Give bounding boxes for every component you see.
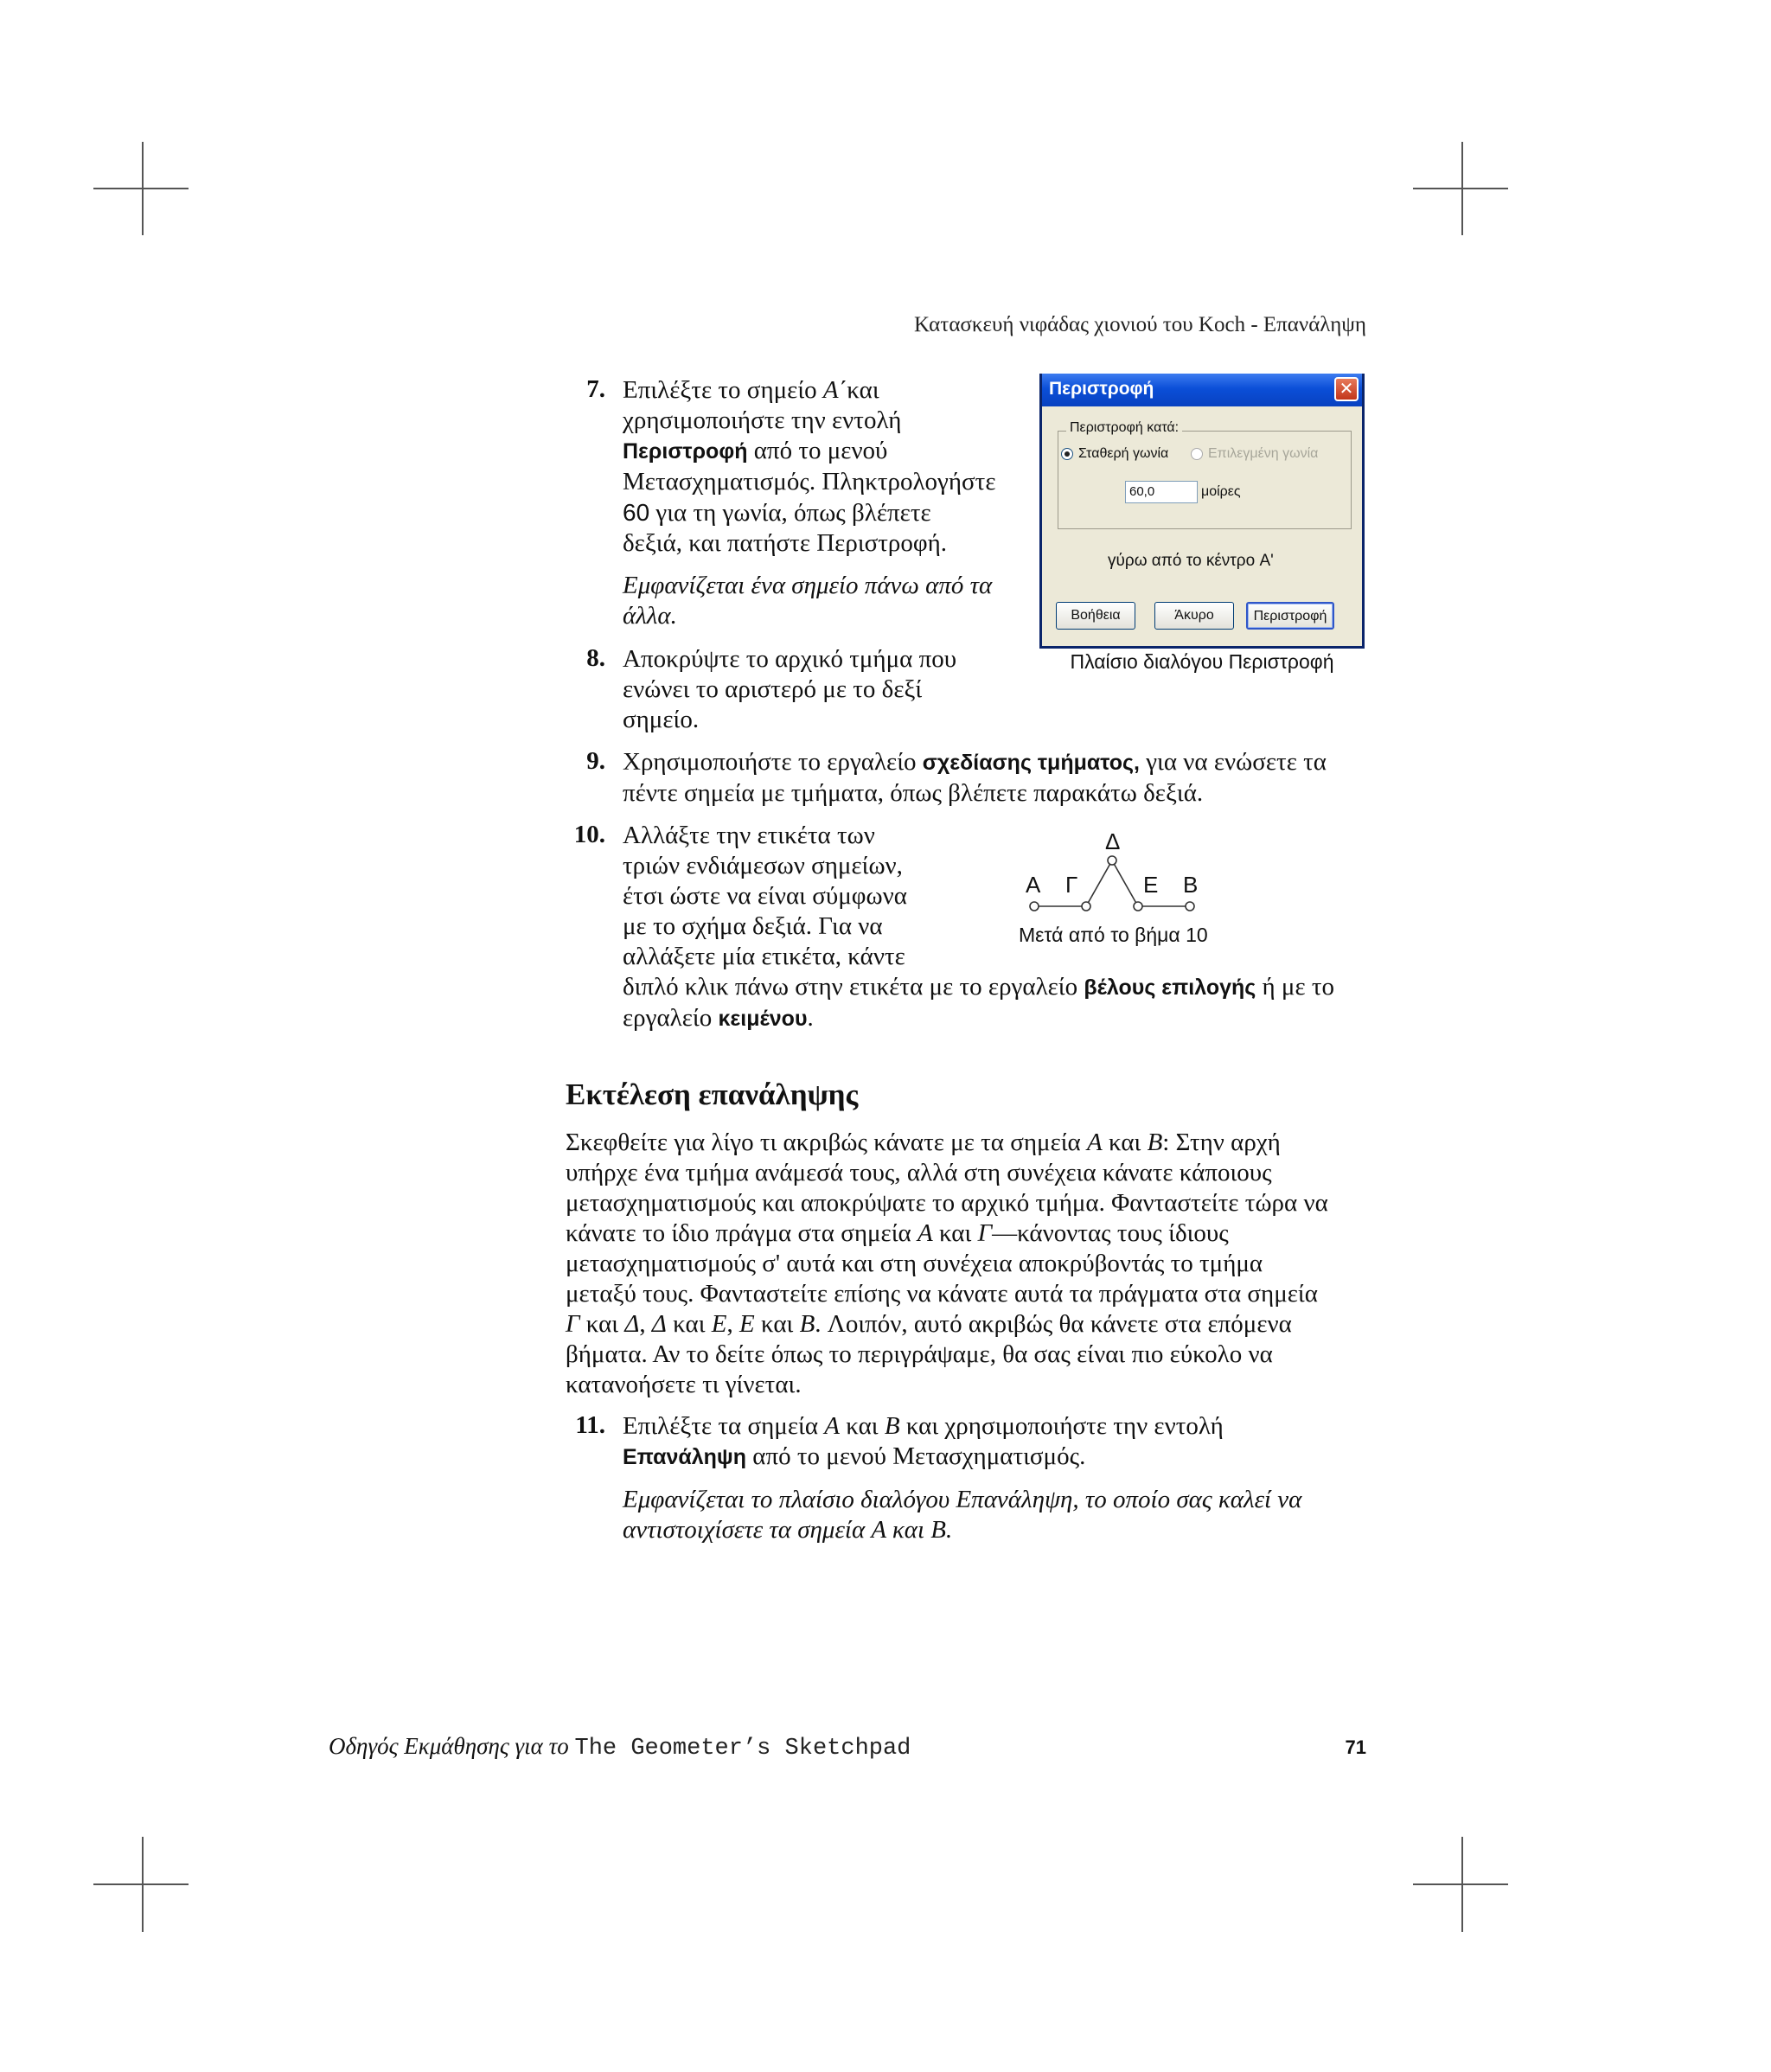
step-number: 7. xyxy=(586,375,605,403)
tool-name: κειμένου xyxy=(718,1007,808,1031)
point xyxy=(1134,902,1142,911)
point-label: A xyxy=(1026,872,1041,898)
text-line: δεξιά, και πατήστε Περιστροφή. xyxy=(623,529,948,557)
text-line: αλλάξετε μία ετικέτα, κάντε xyxy=(623,943,905,970)
point-label: Ε xyxy=(1143,872,1159,898)
footer-guide-title: Οδηγός Εκμάθησης για το xyxy=(329,1733,575,1759)
point-label: Γ xyxy=(1065,872,1078,898)
paragraph-line: βήματα. Αν το δείτε όπως το περιγράψαμε, θα σας είναι πιο εύκολο να xyxy=(566,1340,1273,1368)
text-line: με το σχήμα δεξιά. Για να xyxy=(623,912,883,940)
text-line: σημείο. xyxy=(623,706,700,733)
dialog-title: Περιστροφή xyxy=(1049,379,1154,399)
dialog-caption: Πλαίσιο διαλόγου Περιστροφή xyxy=(1070,650,1334,673)
step-9-text xyxy=(623,747,1384,809)
text-line: τριών ενδιάμεσων σημείων, xyxy=(623,852,903,879)
crop-mark xyxy=(1413,188,1508,189)
point xyxy=(1082,902,1090,911)
unit-label: μοίρες xyxy=(1201,484,1241,499)
dialog-title-bar[interactable] xyxy=(1042,374,1362,406)
point-label: B xyxy=(1183,872,1199,898)
step-note: Εμφανίζεται ένα σημείο πάνω από τα xyxy=(623,572,993,599)
segment xyxy=(1086,860,1112,906)
step-number: 11. xyxy=(575,1411,605,1439)
point-label: Δ xyxy=(1105,828,1121,854)
text-line: Χρησιμοποιήστε το εργαλείο σχεδίασης τμήματος, για να ενώσετε τα xyxy=(623,748,1327,776)
paragraph-line: κάνατε το ίδιο πράγμα στα σημεία A και Γ—κάνοντας τους ίδιους xyxy=(566,1219,1229,1247)
text-line: Επιλέξτε τα σημεία A και B και χρησιμοποιήστε την εντολή xyxy=(623,1412,1224,1440)
text-line: έτσι ώστε να είναι σύμφωνα xyxy=(623,882,907,910)
step-note: άλλα. xyxy=(623,602,677,630)
radio-marked-label: Επιλεγμένη γωνία xyxy=(1208,446,1319,461)
crop-mark xyxy=(1413,1883,1508,1885)
paragraph-line: μεταξύ τους. Φανταστείτε επίσης να κάνατε αυτά τα πράγματα στα σημεία xyxy=(566,1280,1318,1308)
text-line: Περιστροφή από το μενού xyxy=(623,437,888,464)
tool-name: σχεδίασης τμήματος, xyxy=(922,751,1140,775)
point xyxy=(1186,902,1194,911)
paragraph-line: Γ και Δ, Δ και E, E και B. Λοιπόν, αυτό ακριβώς θα κάνετε στα επόμενα xyxy=(566,1310,1292,1338)
crop-mark xyxy=(93,1883,189,1885)
paragraph-line: υπήρχε ένα τμήμα ανάμεσά τους, αλλά στη συνέχεια κάνατε κάποιους xyxy=(566,1159,1272,1186)
paragraph-line: Σκεφθείτε για λίγο τι ακριβώς κάνατε με τα σημεία A και B: Στην αρχή xyxy=(566,1129,1281,1156)
paragraph-line: κατανοήσετε τι γίνεται. xyxy=(566,1371,802,1398)
paragraph-line: μετασχηματισμούς και αποκρύψατε το αρχικό τμήμα. Φανταστείτε τώρα να xyxy=(566,1189,1328,1217)
section-paragraph xyxy=(566,1128,1378,1400)
text-line: Αποκρύψτε το αρχικό τμήμα που xyxy=(623,645,957,673)
running-header: Κατασκευή νιφάδας χιονιού του Koch - Επανάληψη xyxy=(914,313,1366,336)
text-line: Μετασχηματισμός. Πληκτρολογήστε xyxy=(623,468,996,496)
text-line: χρησιμοποιήστε την εντολή xyxy=(623,406,902,434)
rotate-button[interactable]: Περιστροφή xyxy=(1246,602,1334,630)
text-line: πέντε σημεία με τμήματα, όπως βλέπετε παρακάτω δεξιά. xyxy=(623,779,1204,807)
step-note: Εμφανίζεται το πλαίσιο διαλόγου Επανάληψη, το οποίο σας καλεί να xyxy=(623,1486,1302,1513)
footer-product-name: The Geometer’s Sketchpad xyxy=(574,1736,911,1762)
text-line: 60 για τη γωνία, όπως βλέπετε xyxy=(623,499,931,527)
radio-selected-dot xyxy=(1065,451,1070,457)
step-number: 9. xyxy=(586,747,605,775)
step-10-text xyxy=(623,821,1384,1034)
step-7-text xyxy=(623,375,1029,631)
text-line: Επανάληψη από το μενού Μετασχηματισμός. xyxy=(623,1442,1086,1470)
help-button[interactable]: Βοήθεια xyxy=(1056,602,1135,630)
segment xyxy=(1112,860,1138,906)
step-number: 8. xyxy=(586,644,605,672)
command-name: Επανάληψη xyxy=(623,1445,747,1469)
page-number: 71 xyxy=(1345,1736,1366,1758)
text-line: Αλλάξτε την ετικέτα των xyxy=(623,822,875,849)
close-icon[interactable]: ✕ xyxy=(1334,377,1359,401)
text-line: Επιλέξτε το σημείο A΄και xyxy=(623,376,879,404)
step-note: αντιστοιχίσετε τα σημεία A και B. xyxy=(623,1516,953,1544)
figure-caption: Μετά από το βήμα 10 xyxy=(1019,924,1208,946)
point xyxy=(1030,902,1039,911)
koch-figure xyxy=(1010,822,1218,917)
rotate-dialog xyxy=(1039,374,1365,649)
tool-name: βέλους επιλογής xyxy=(1084,975,1256,1000)
step-number: 10. xyxy=(573,821,605,848)
crop-mark xyxy=(93,188,189,189)
text-line: ενώνει το αριστερό με το δεξί xyxy=(623,675,923,703)
section-heading: Εκτέλεση επανάληψης xyxy=(566,1078,859,1111)
radio-marked-angle[interactable] xyxy=(1191,448,1203,460)
step-11-text xyxy=(623,1411,1384,1545)
text-line: διπλό κλικ πάνω στην ετικέτα με το εργαλείο βέλους επιλογής ή με το xyxy=(623,973,1335,1001)
radio-fixed-label: Σταθερή γωνία xyxy=(1078,446,1169,461)
angle-input[interactable]: 60,0 xyxy=(1125,481,1198,503)
command-name: Περιστροφή xyxy=(623,439,748,464)
footer xyxy=(329,1733,1366,1764)
step-8-text xyxy=(623,644,1029,735)
cancel-button[interactable]: Άκυρο xyxy=(1154,602,1234,630)
about-center-label: γύρω από το κέντρο A' xyxy=(1108,552,1274,570)
point xyxy=(1108,856,1116,865)
radio-fixed-angle[interactable] xyxy=(1061,448,1073,460)
paragraph-line: μετασχηματισμούς σ' αυτά και στη συνέχεια αποκρύβοντάς το τμήμα xyxy=(566,1250,1263,1277)
group-label: Περιστροφή κατά: xyxy=(1066,420,1182,436)
text-line: εργαλείο κειμένου. xyxy=(623,1004,814,1032)
